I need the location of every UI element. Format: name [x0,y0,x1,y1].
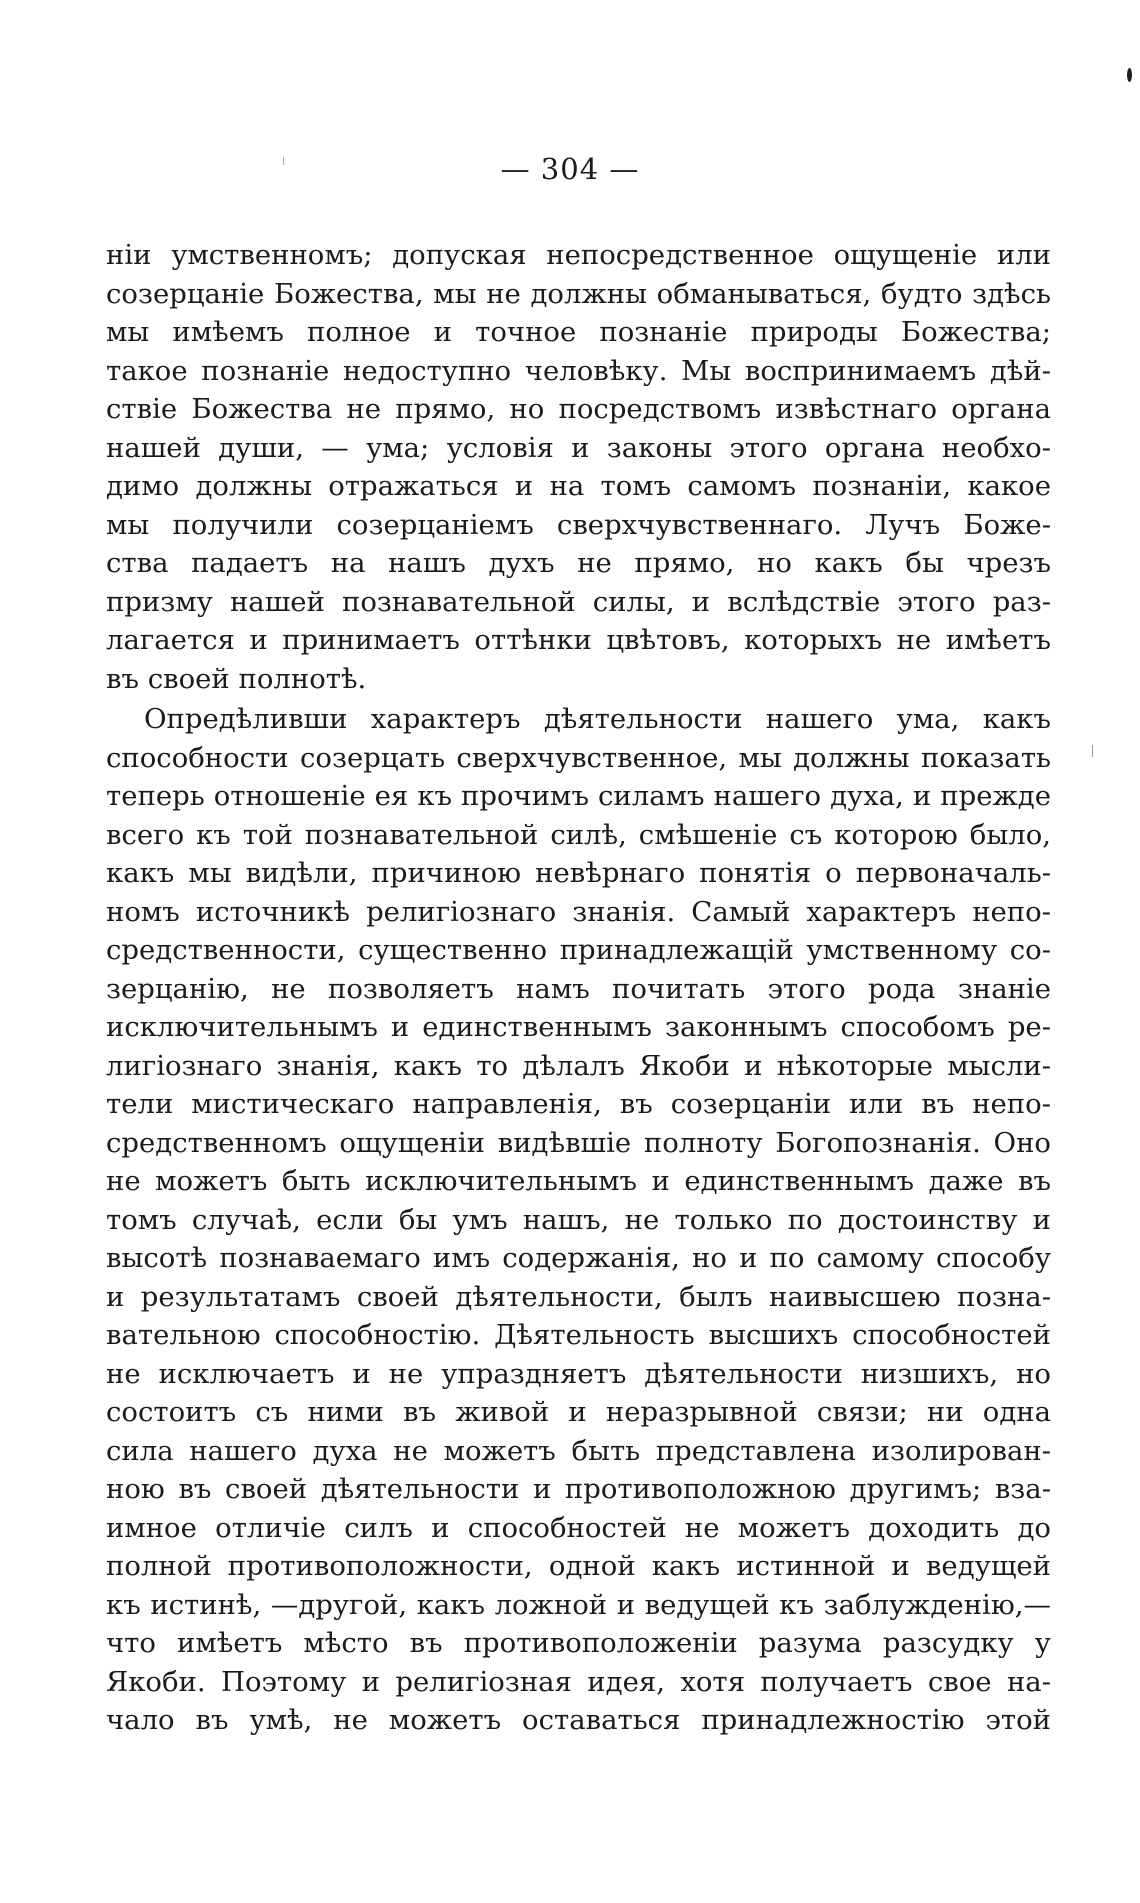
text-line: тели мистическаго направленія, въ созерцаніи или въ непо- [106,1088,1051,1120]
text-line: Якоби. Поэтому и религіозная идея, хотя получаетъ свое на- [106,1665,1051,1698]
ink-mark [1092,745,1093,757]
text-line: теперь отношеніе ея къ прочимъ силамъ нашего духа, и прежде [106,780,1051,812]
text-line: ніи умственномъ; допуская непосредственное ощущеніе или [106,239,1051,271]
text-line: средственномъ ощущеніи видѣвшіе полноту Богопознанія. Оно [106,1126,1051,1159]
text-line: ною въ своей дѣятельности и противоположною другимъ; вза- [106,1473,1051,1505]
text-line: томъ случаѣ, если бы умъ нашъ, не только по достоинству и [106,1203,1051,1236]
text-line: Опредѣливши характеръ дѣятельности нашего ума, какъ [144,703,1051,735]
text-line: димо должны отражаться и на томъ самомъ познаніи, какое [106,470,1051,502]
text-line: нашей души, — ума; условія и законы этого органа необхо- [106,431,1051,464]
text-line: въ своей полнотѣ. [106,662,367,695]
text-line: ства падаетъ на нашъ духъ не прямо, но какъ бы чрезъ [106,547,1051,579]
text-line: сила нашего духа не можетъ быть представлена изолирован- [106,1434,1051,1467]
text-line: и результатамъ своей дѣятельности, былъ наивысшею позна- [106,1280,1051,1313]
text-line: такое познаніе недоступно человѣку. Мы воспринимаемъ дѣй- [106,354,1051,387]
text-line: полной противоположности, одной какъ истинной и ведущей [106,1550,1051,1582]
paragraph-2 [106,700,1051,1740]
text-line: какъ мы видѣли, причиною невѣрнаго понятія о первоначаль- [106,857,1051,889]
text-line: что имѣетъ мѣсто въ противоположеніи разума разсудку у [106,1627,1051,1659]
text-line: мы имѣемъ полное и точное познаніе природы Божества; [106,316,1051,348]
text-line: средственности, существенно принадлежащій умственному со- [106,934,1051,966]
text-line: зерцанію, не позволяетъ намъ почитать этого рода знаніе [106,972,1051,1005]
text-line: способности созерцать сверхчувственное, мы должны показать [106,741,1051,774]
text-line: созерцаніе Божества, мы не должны обманываться, будто здѣсь [106,277,1051,310]
text-line: имное отличіе силъ и способностей не можетъ доходить до [106,1511,1051,1544]
text-line: не исключаетъ и не упраздняетъ дѣятельности низшихъ, но [106,1357,1051,1390]
text-line: чало въ умѣ, не можетъ оставаться принадлежностію этой [106,1704,1051,1736]
text-line: мы получили созерцаніемъ сверхчувственнаго. Лучъ Боже- [106,508,1051,541]
text-line: ствіе Божества не прямо, но посредствомъ извѣстнаго органа [106,393,1051,425]
text-line: лагается и принимаетъ оттѣнки цвѣтовъ, которыхъ не имѣетъ [106,624,1051,656]
text-line: номъ источникѣ религіознаго знанія. Самый характеръ непо- [106,895,1051,928]
text-line: состоитъ съ ними въ живой и неразрывной связи; ни одна [106,1396,1051,1428]
paragraph-1 [106,236,1051,698]
text-line: исключительнымъ и единственнымъ законнымъ способомъ ре- [106,1011,1051,1043]
page-number: — 304 — [500,152,640,186]
text-line: призму нашей познавательной силы, и вслѣдствіе этого раз- [106,585,1051,618]
text-line: всего къ той познавательной силѣ, смѣшеніе съ которою было, [106,818,1051,851]
text-line: лигіознаго знанія, какъ то дѣлалъ Якоби и нѣкоторые мысли- [106,1049,1051,1082]
ink-speck [1127,68,1132,82]
text-line: высотѣ познаваемаго имъ содержанія, но и по самому способу [106,1242,1051,1274]
text-line: къ истинѣ, —другой, какъ ложной и ведущей къ заблужденію,— [106,1588,1051,1621]
text-line: не можетъ быть исключительнымъ и единственнымъ даже въ [106,1165,1051,1197]
text-line: вательною способностію. Дѣятельность высшихъ способностей [106,1319,1051,1351]
